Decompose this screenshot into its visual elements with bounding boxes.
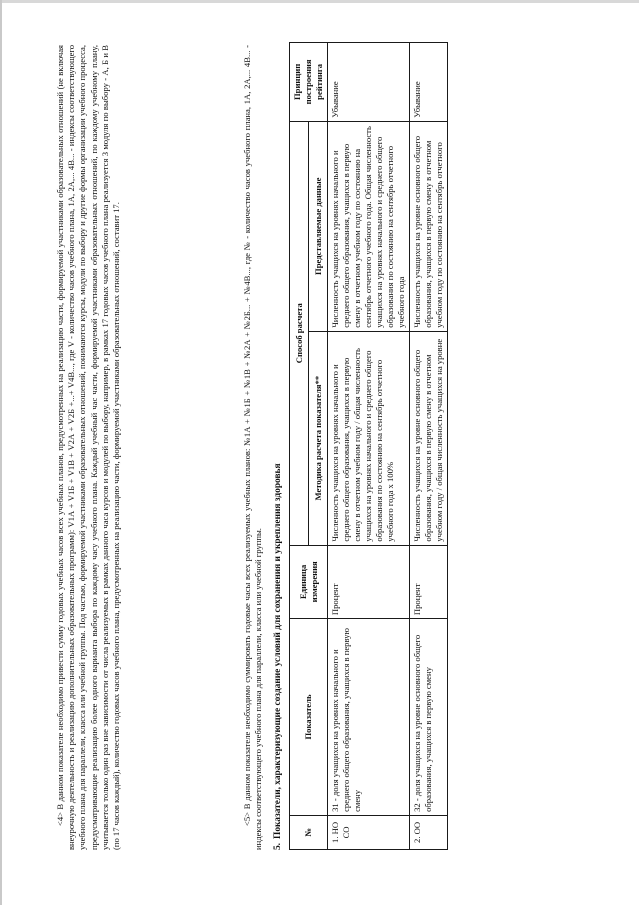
method-cell: Численность учащихся на уровне основного общего образования, учащихся в первую смену в отчетном учебном году / общая численность учащихся на уровне	[410, 331, 448, 545]
section-title	[273, 45, 283, 850]
unit-cell: Процент	[410, 545, 448, 618]
header-method: Методика расчета показателя**	[309, 331, 328, 545]
rotated-page	[47, 28, 592, 858]
method-cell: Численность учащихся на уровнях начального и среднего общего образования, учащихся в первую смену в отчетном учебном году / общая численность учащихся на уровнях начального и среднего общего образования по состоянию на сентябрь отчетного учебного года x 100%	[328, 331, 410, 545]
table-row	[410, 43, 448, 850]
table-header-row	[290, 43, 309, 850]
header-data: Представляемые данные	[309, 121, 328, 331]
principle-cell: Убывание	[410, 43, 448, 122]
header-no: №	[290, 815, 328, 849]
footnote-5	[242, 45, 264, 850]
footnote-4-text: <4> В данном показателе необходимо привести сумму годовых учебных часов всех учебных планов, предусмотренных на реализацию части, формируемой участниками образовательных отношений (не включая внеурочную деятельность и реализацию дополнительных образовательных программ): V1А + V1Б + V1В + V2А + V2Б +...+ V4В..., где V - количество часов учебного плана, 1А, 2А,... 4В... - индексы соответствующего учебного плана для параллели, класса или учебной группы. Под частью, формируемой участниками образовательных отношений, понимаются курсы, модули по выбору и другие формы организации учебного процесса, предусматривающие реализацию более одного варианта выбора по каждому часу учебного плана. Каждый учебный час части, формируемой участниками образовательных отношений, по каждому учебному плану, учитывается только один раз вне зависимости от числа реализуемых в рамках данного часа курсов и модулей по выбору, например, в рамках 17 годовых часов учебного плана реализуется 3 модуля по выбору - А, Б и В (по 17 часов каждый), количество годовых часов учебного плана, предусмотренных на реализацию части, формируемой участниками образовательных отношений, составит 17.	[55, 45, 122, 850]
row-number: 1. НО СО	[328, 815, 410, 849]
header-method-group: Способ расчета	[290, 121, 309, 545]
section-title-text: Показатели, характеризующие создание условий для сохранения и укрепления здоровья	[273, 463, 283, 839]
header-principle: Принцип построения рейтинга	[290, 43, 328, 122]
scan-top-edge	[0, 0, 639, 3]
header-unit: Единица измерения	[290, 545, 328, 618]
data-cell: Численность учащихся на уровнях начального и среднего общего образования, учащихся в первую смену в отчетном учебном году по состоянию на сентябрь отчетного учебного года. Общая численность учащихся на уровнях начального и среднего общего образования по состоянию на сентябрь отчетного учебного года	[328, 121, 410, 331]
footnote-4	[55, 45, 122, 850]
row-number: 2. ОО	[410, 815, 448, 849]
indicators-table	[289, 42, 448, 850]
footnote-5-text: <5> В данном показателе необходимо суммировать годовые часы всех реализуемых учебных планов: №1А + №1Б + №1В + №2А + №2Б... + №4В..., где № - количество часов учебного плана, 1А, 2А,... 4В... - индексы соответствующего учебного плана для параллели, класса или учебной группы.	[242, 45, 264, 850]
data-cell: Численность учащихся на уровне основного общего образования, учащихся в первую смену в отчетном учебном году по состоянию на сентябрь отчетного	[410, 121, 448, 331]
indicator-cell: 32 - доля учащихся на уровне основного общего образования, учащихся в первую смену	[410, 619, 448, 816]
unit-cell: Процент	[328, 545, 410, 618]
table-row	[328, 43, 410, 850]
principle-cell: Убывание	[328, 43, 410, 122]
indicator-cell: 31 - доля учащихся на уровнях начального и среднего общего образования, учащихся в первую смену	[328, 619, 410, 816]
section-number: 5.	[273, 842, 283, 850]
header-indicator: Показатель	[290, 619, 328, 816]
scan-left-edge	[0, 0, 2, 905]
